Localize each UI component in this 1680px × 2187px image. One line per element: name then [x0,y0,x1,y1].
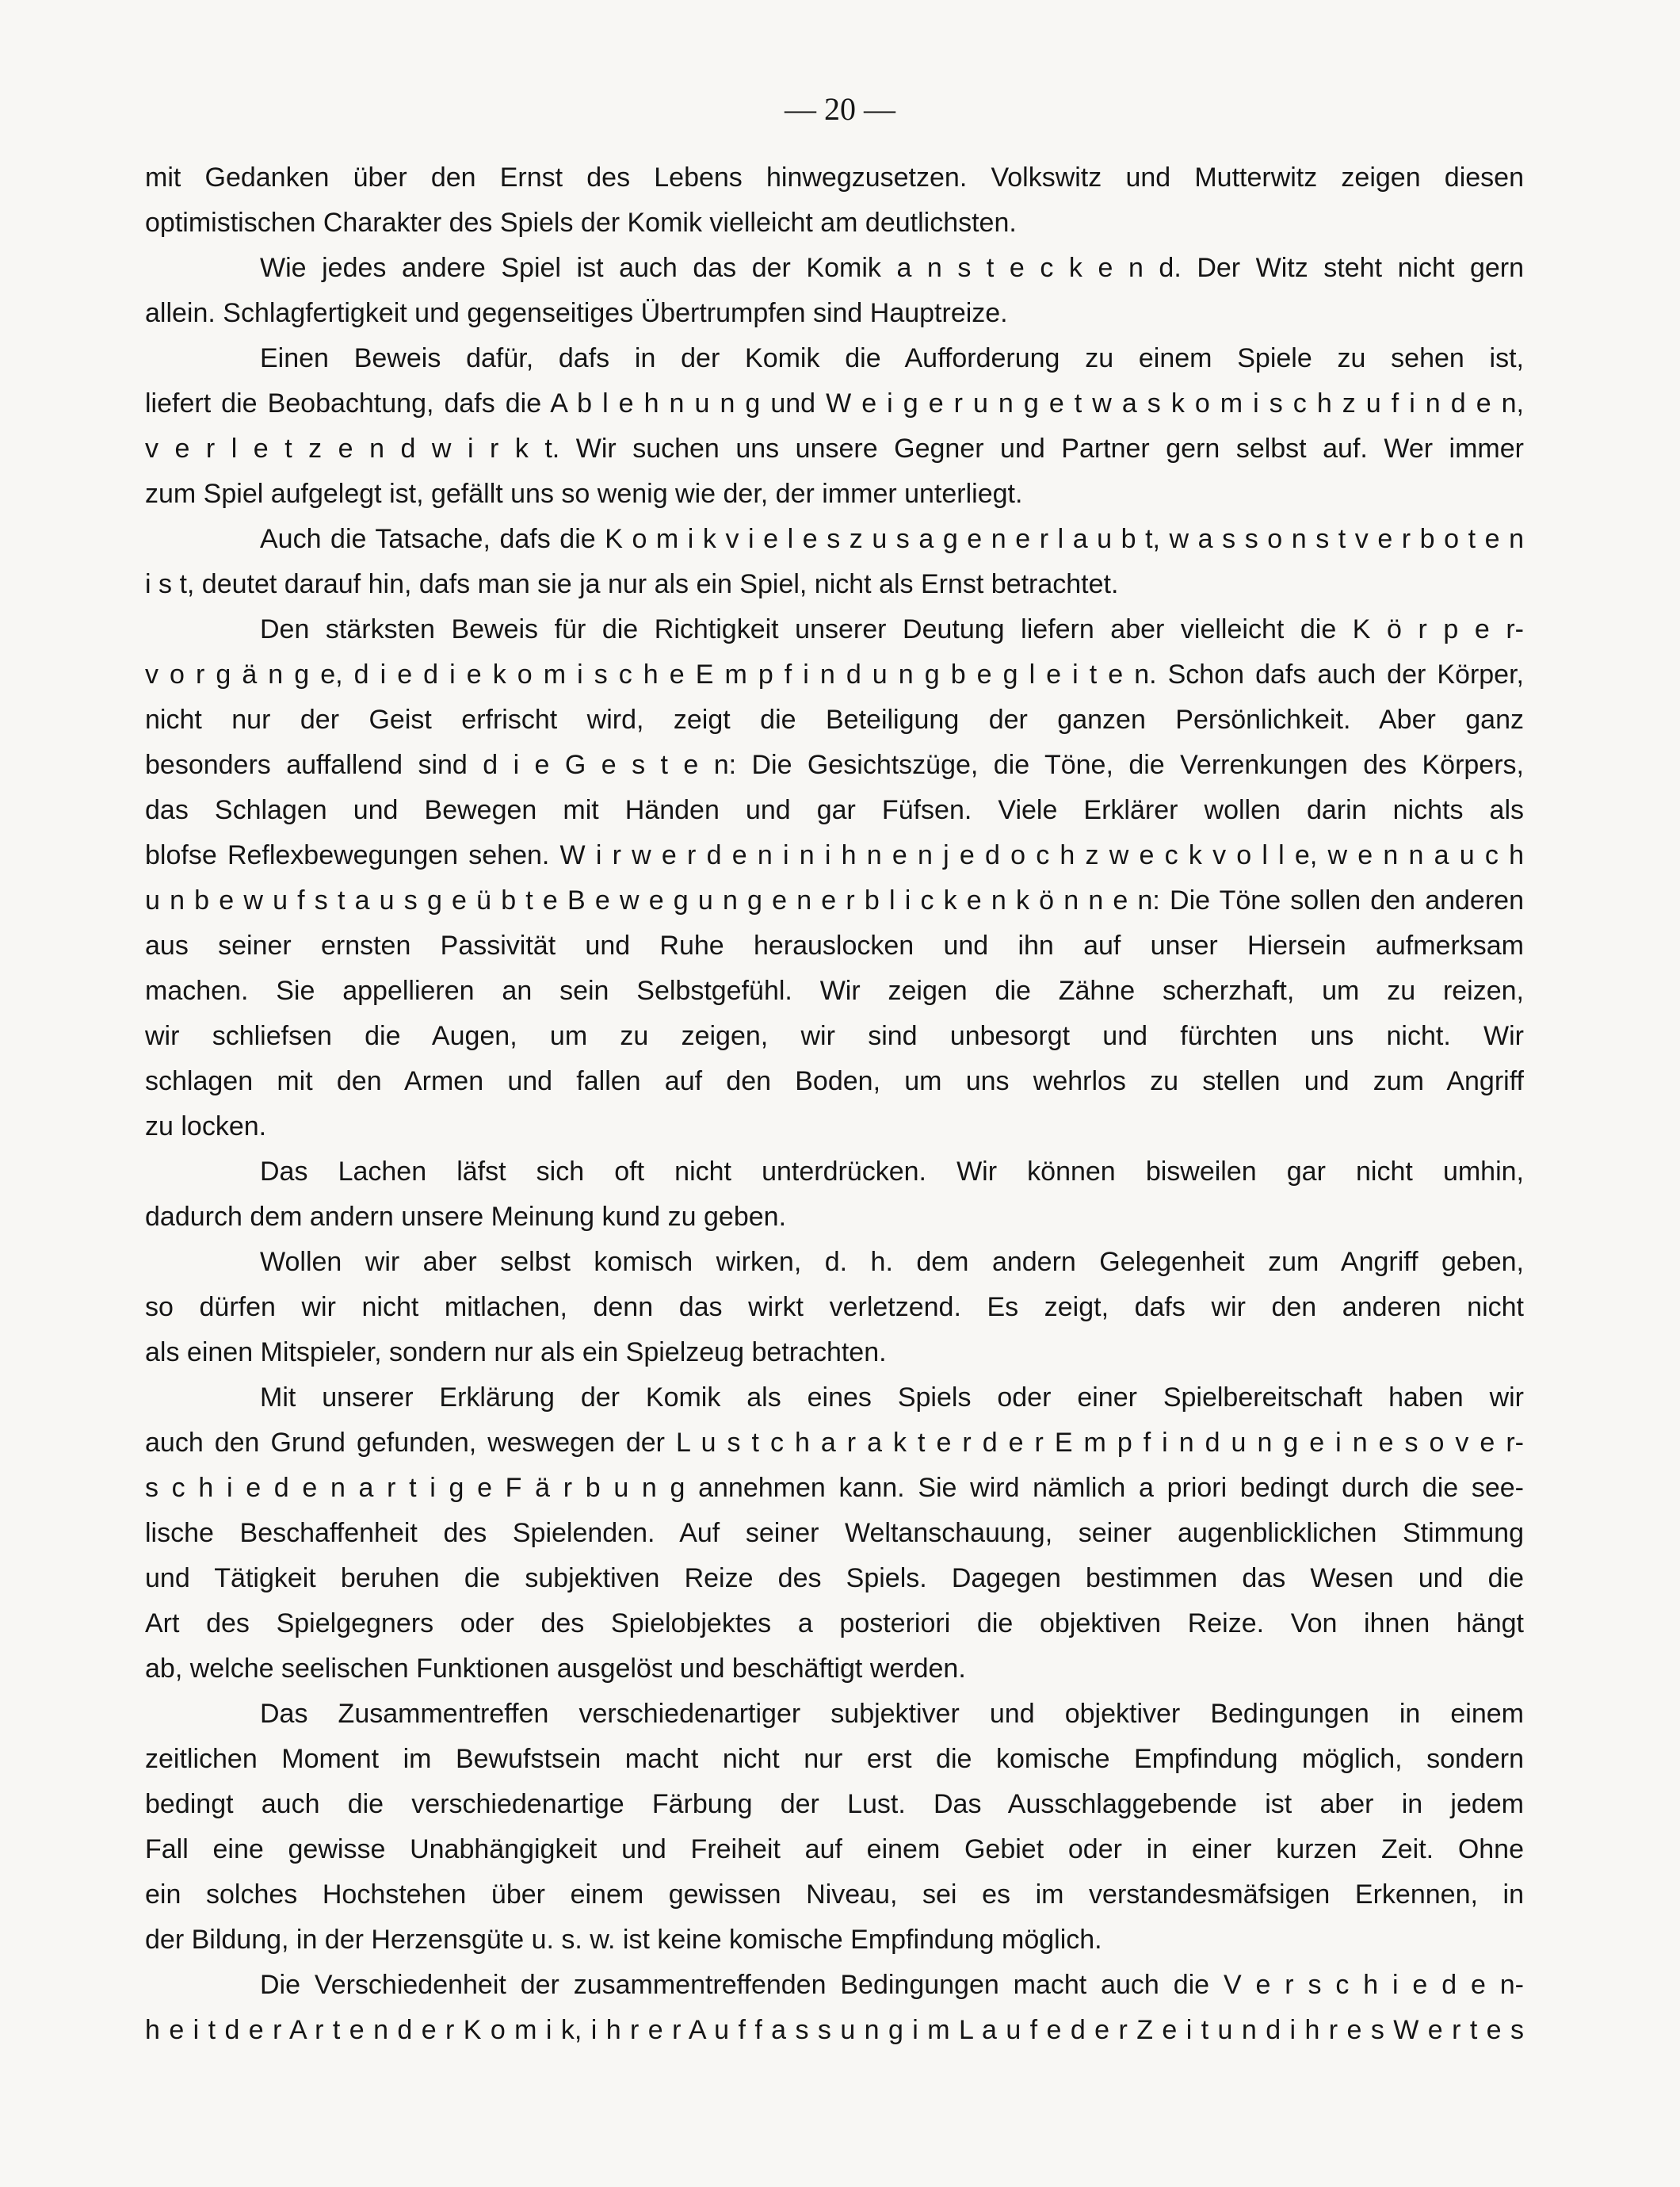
text-line: Wie jedes andere Spiel ist auch das der Komik a n s t e c k e n d. Der Witz steht nicht gern [260,253,1524,283]
text-line: dadurch dem andern unsere Meinung kund zu geben. [145,1202,787,1232]
text-line: zu locken. [145,1111,267,1141]
text-line: und Tätigkeit beruhen die subjektiven Reize des Spiels. Dagegen bestimmen das Wesen und die [145,1563,1524,1593]
text-line: optimistischen Charakter des Spiels der Komik vielleicht am deutlichsten. [145,208,1017,238]
text-line: ein solches Hochstehen über einem gewissen Niveau, sei es im verstandesmäfsigen Erkennen, in [145,1879,1524,1910]
text-line: so dürfen wir nicht mitlachen, denn das wirkt verletzend. Es zeigt, dafs wir den anderen nicht [145,1292,1524,1322]
text-line: nicht nur der Geist erfrischt wird, zeigt die Beteiligung der ganzen Persönlichkeit. Aber ganz [145,705,1524,735]
text-line: machen. Sie appellieren an sein Selbstgefühl. Wir zeigen die Zähne scherzhaft, um zu reizen, [145,976,1524,1006]
page-number: — 20 — [785,91,895,127]
text-line: Art des Spielgegners oder des Spielobjektes a posteriori die objektiven Reize. Von ihnen hängt [145,1608,1524,1638]
text-line: zum Spiel aufgelegt ist, gefällt uns so wenig wie der, der immer unterliegt. [145,479,1023,509]
text-line: aus seiner ernsten Passivität und Ruhe herauslocken und ihn auf unser Hiersein aufmerksam [145,931,1524,961]
text-line: ab, welche seelischen Funktionen ausgelöst und beschäftigt werden. [145,1654,966,1684]
text-line: mit Gedanken über den Ernst des Lebens hinwegzusetzen. Volkswitz und Mutterwitz zeigen diesen [145,162,1524,193]
text-line: Das Zusammentreffen verschiedenartiger subjektiver und objektiver Bedingungen in einem [260,1699,1524,1729]
text-line: u n b e w u f s t a u s g e ü b t e B e w e g u n g e n e r b l i c k e n k ö n n e n: Die Töne sollen den anderen [145,885,1524,916]
text-line: lische Beschaffenheit des Spielenden. Auf seiner Weltanschauung, seiner augenblicklichen Stimmung [145,1518,1524,1548]
text-line: Das Lachen läfst sich oft nicht unterdrücken. Wir können bisweilen gar nicht umhin, [260,1157,1524,1187]
text-line: h e i t d e r A r t e n d e r K o m i k, i h r e r A u f f a s s u n g i m L a u f e d e r Z e i t u n d i h r e s W e r t e s [145,2015,1524,2045]
text-line: der Bildung, in der Herzensgüte u. s. w. ist keine komische Empfindung möglich. [145,1925,1102,1955]
text-line: v o r g ä n g e, d i e d i e k o m i s c h e E m p f i n d u n g b e g l e i t e n. Schon dafs auch der Körper, [145,660,1524,690]
text-line: Fall eine gewisse Unabhängigkeit und Freiheit auf einem Gebiet oder in einer kurzen Zeit. Ohne [145,1834,1524,1864]
body-text [145,155,1524,2053]
text-line: Mit unserer Erklärung der Komik als eines Spiels oder einer Spielbereitschaft haben wir [260,1382,1524,1413]
text-line: s c h i e d e n a r t i g e F ä r b u n g annehmen kann. Sie wird nämlich a priori bedingt durch die see- [145,1473,1524,1503]
text-line: Auch die Tatsache, dafs die K o m i k v i e l e s z u s a g e n e r l a u b t, w a s s o n s t v e r b o t e n [260,524,1524,554]
text-line: Die Verschiedenheit der zusammentreffenden Bedingungen macht auch die V e r s c h i e d e n- [260,1970,1524,2000]
text-line: das Schlagen und Bewegen mit Händen und gar Füfsen. Viele Erklärer wollen darin nichts als [145,795,1524,825]
text-line: wir schliefsen die Augen, um zu zeigen, wir sind unbesorgt und fürchten uns nicht. Wir [145,1021,1524,1051]
text-line: als einen Mitspieler, sondern nur als ein Spielzeug betrachten. [145,1337,887,1367]
text-line: i s t, deutet darauf hin, dafs man sie ja nur als ein Spiel, nicht als Ernst betrachtet. [145,569,1119,599]
text-line: Einen Beweis dafür, dafs in der Komik die Aufforderung zu einem Spiele zu sehen ist, [260,343,1524,373]
text-line: liefert die Beobachtung, dafs die A b l e h n u n g und W e i g e r u n g e t w a s k o m i s c h z u f i n d e n, [145,388,1524,419]
text-line: Wollen wir aber selbst komisch wirken, d. h. dem andern Gelegenheit zum Angriff geben, [260,1247,1524,1277]
text-line: Den stärksten Beweis für die Richtigkeit unserer Deutung liefern aber vielleicht die K ö r p e r- [260,614,1524,644]
text-line: besonders auffallend sind d i e G e s t e n: Die Gesichtszüge, die Töne, die Verrenkungen des Körpers, [145,750,1524,780]
text-line: schlagen mit den Armen und fallen auf den Boden, um uns wehrlos zu stellen und zum Angriff [145,1066,1524,1096]
text-line: bedingt auch die verschiedenartige Färbung der Lust. Das Ausschlaggebende ist aber in jedem [145,1789,1524,1819]
text-line: zeitlichen Moment im Bewufstsein macht nicht nur erst die komische Empfindung möglich, sondern [145,1744,1524,1774]
text-line: blofse Reflexbewegungen sehen. W i r w e r d e n i n i h n e n j e d o c h z w e c k v o l l e, w e n n a u c h [145,840,1524,870]
text-line: allein. Schlagfertigkeit und gegenseitiges Übertrumpfen sind Hauptreize. [145,298,1008,328]
text-line: auch den Grund gefunden, weswegen der L u s t c h a r a k t e r d e r E m p f i n d u n g e i n e s o v e r- [145,1428,1524,1458]
text-line: v e r l e t z e n d w i r k t. Wir suchen uns unsere Gegner und Partner gern selbst auf. Wer immer [145,434,1524,464]
